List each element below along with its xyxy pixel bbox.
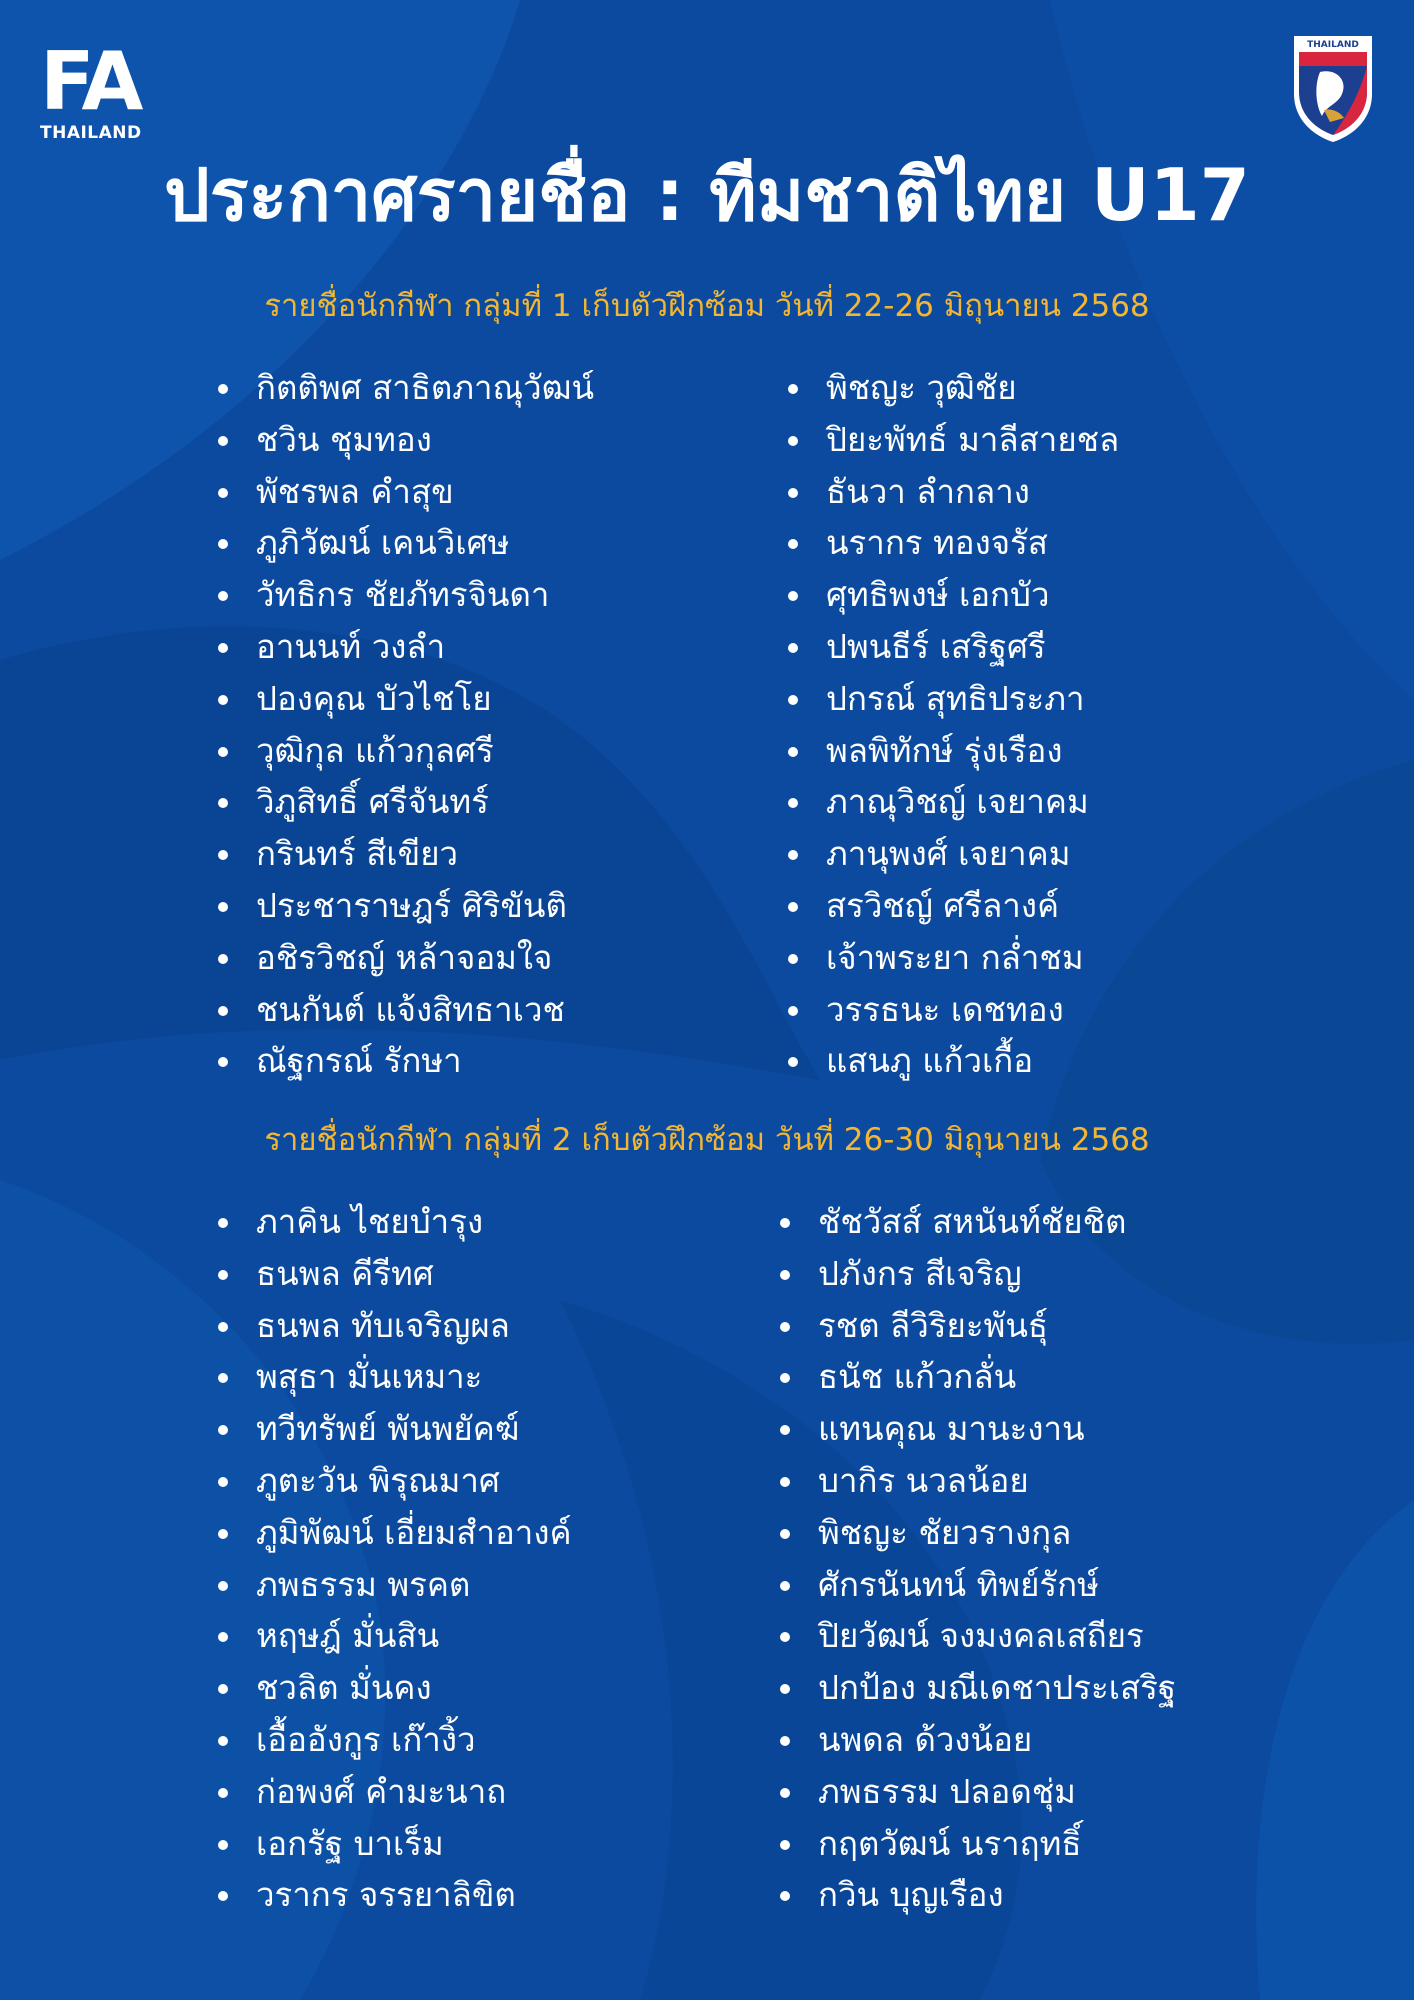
logo-subtitle: THAILAND	[40, 123, 142, 143]
list-item: อานนท์ วงลำ	[218, 621, 594, 673]
list-item: เอื้ออังกูร เก๊างิ้ว	[218, 1714, 572, 1766]
list-item: กรินทร์ สีเขียว	[218, 828, 594, 880]
group-1-right-list	[788, 362, 1119, 1087]
list-item: พสุธา มั่นเหมาะ	[218, 1351, 572, 1403]
list-item: พัชรพล คำสุข	[218, 466, 594, 518]
group-1-left-list	[218, 362, 594, 1087]
list-item: ปองคุณ บัวไชโย	[218, 673, 594, 725]
list-item: ธนพล ทับเจริญผล	[218, 1300, 572, 1352]
list-item: วรากร จรรยาลิขิต	[218, 1869, 572, 1921]
list-item: แสนภู แก้วเกื้อ	[788, 1035, 1119, 1087]
list-item: วิภูสิทธิ์ ศรีจันทร์	[218, 776, 594, 828]
logo-letters: FA	[40, 35, 140, 128]
list-item: ปิยวัฒน์ จงมงคลเสถียร	[780, 1610, 1176, 1662]
group-2-right-list	[780, 1196, 1176, 1921]
list-item: แทนคุณ มานะงาน	[780, 1403, 1176, 1455]
list-item: ธนัช แก้วกลั่น	[780, 1351, 1176, 1403]
list-item: ธันวา ลำกลาง	[788, 466, 1119, 518]
list-item: เอกรัฐ บาเร็ม	[218, 1818, 572, 1870]
list-item: อชิรวิชญ์ หล้าจอมใจ	[218, 932, 594, 984]
list-item: ปพนธีร์ เสริฐศรี	[788, 621, 1119, 673]
list-item: วัทธิกร ชัยภัทรจินดา	[218, 569, 594, 621]
list-item: ประชาราษฎร์ ศิริขันติ	[218, 880, 594, 932]
list-item: กฤตวัฒน์ นราฤทธิ์	[780, 1818, 1176, 1870]
crest-label: THAILAND	[1307, 40, 1359, 50]
fa-thailand-logo	[40, 35, 152, 143]
list-item: ชวลิต มั่นคง	[218, 1662, 572, 1714]
list-item: บากิร นวลน้อย	[780, 1455, 1176, 1507]
list-item: นรากร ทองจรัส	[788, 517, 1119, 569]
list-item: ทวีทรัพย์ พันพยัคฆ์	[218, 1403, 572, 1455]
list-item: ปกรณ์ สุทธิประภา	[788, 673, 1119, 725]
list-item: ภูภิวัฒน์ เคนวิเศษ	[218, 517, 594, 569]
list-item: สรวิชญ์ ศรีลางค์	[788, 880, 1119, 932]
thailand-crest-icon	[1290, 32, 1376, 144]
list-item: พิชญะ วุฒิชัย	[788, 362, 1119, 414]
list-item: รชต ลีวิริยะพันธุ์	[780, 1300, 1176, 1352]
group-2-left-list	[218, 1196, 572, 1921]
list-item: ภูตะวัน พิรุณมาศ	[218, 1455, 572, 1507]
list-item: ชัชวัสส์ สหนันท์ชัยชิต	[780, 1196, 1176, 1248]
list-item: ปกป้อง มณีเดชาประเสริฐ	[780, 1662, 1176, 1714]
list-item: กวิน บุญเรือง	[780, 1869, 1176, 1921]
list-item: วุฒิกุล แก้วกุลศรี	[218, 725, 594, 777]
list-item: เจ้าพระยา กล่ำชม	[788, 932, 1119, 984]
list-item: ภพธรรม พรคต	[218, 1559, 572, 1611]
list-item: ชวิน ชุมทอง	[218, 414, 594, 466]
list-item: ภาคิน ไชยบำรุง	[218, 1196, 572, 1248]
list-item: ธนพล คีรีทศ	[218, 1248, 572, 1300]
list-item: พิชญะ ชัยวรางกุล	[780, 1507, 1176, 1559]
list-item: ศักรนันทน์ ทิพย์รักษ์	[780, 1559, 1176, 1611]
list-item: พลพิทักษ์ รุ่งเรือง	[788, 725, 1119, 777]
list-item: ชนกันต์ แจ้งสิทธาเวช	[218, 984, 594, 1036]
list-item: ปิยะพัทธ์ มาลีสายชล	[788, 414, 1119, 466]
list-item: ณัฐกรณ์ รักษา	[218, 1035, 594, 1087]
list-item: กิตติพศ สาธิตภาณุวัฒน์	[218, 362, 594, 414]
group-1-title: รายชื่อนักกีฬา กลุ่มที่ 1 เก็บตัวฝึกซ้อม วันที่ 22-26 มิถุนายน 2568	[264, 288, 1150, 324]
list-item: ภพธรรม ปลอดชุ่ม	[780, 1766, 1176, 1818]
list-item: ภาณุวิชญ์ เจยาคม	[788, 776, 1119, 828]
list-item: ปภังกร สีเจริญ	[780, 1248, 1176, 1300]
list-item: ศุทธิพงษ์ เอกบัว	[788, 569, 1119, 621]
list-item: ภานุพงศ์ เจยาคม	[788, 828, 1119, 880]
group-2-title: รายชื่อนักกีฬา กลุ่มที่ 2 เก็บตัวฝึกซ้อม วันที่ 26-30 มิถุนายน 2568	[264, 1122, 1150, 1158]
page-title: ประกาศรายชื่อ : ทีมชาติไทย U17	[164, 153, 1250, 237]
list-item: นพดล ด้วงน้อย	[780, 1714, 1176, 1766]
list-item: ก่อพงศ์ คำมะนาถ	[218, 1766, 572, 1818]
list-item: วรรธนะ เดชทอง	[788, 984, 1119, 1036]
list-item: ภูมิพัฒน์ เอี่ยมสำอางค์	[218, 1507, 572, 1559]
list-item: หฤษฎ์ มั่นสิน	[218, 1610, 572, 1662]
